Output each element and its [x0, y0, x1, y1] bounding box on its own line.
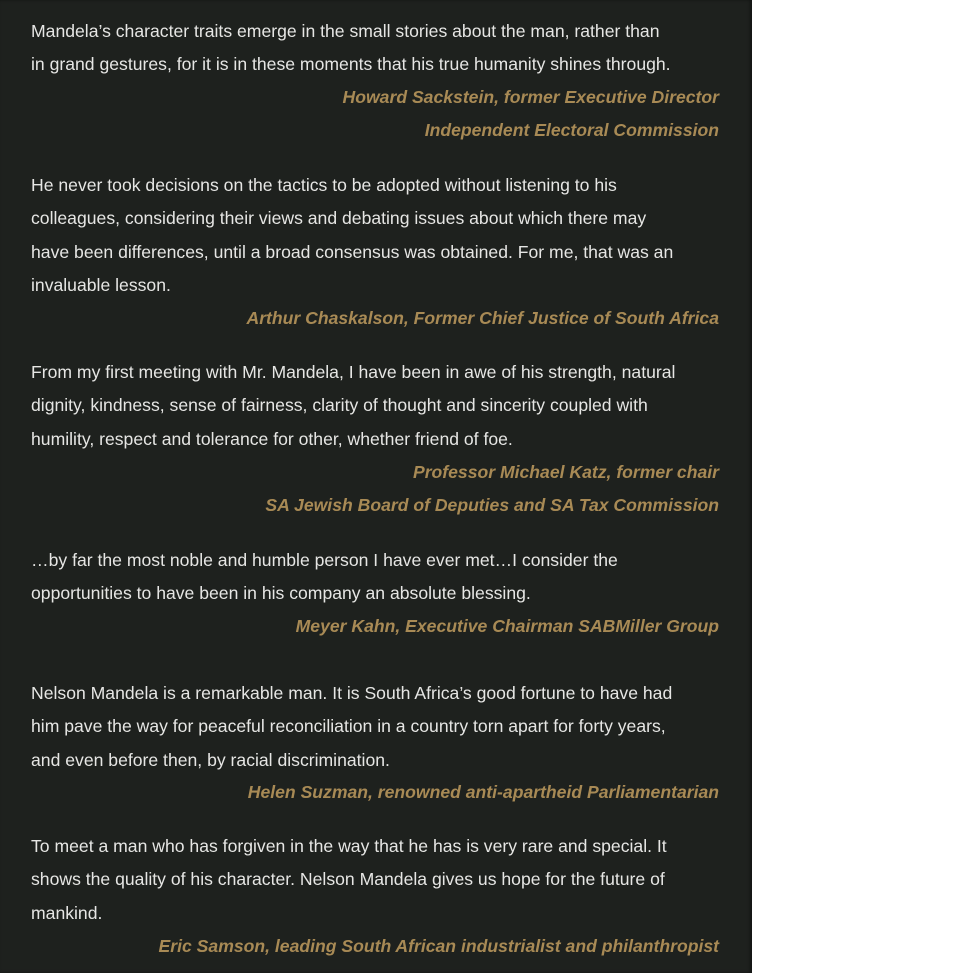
quote-line: invaluable lesson.: [31, 274, 171, 295]
attribution-line: Arthur Chaskalson, Former Chief Justice of South Africa: [246, 308, 719, 328]
quote-line: shows the quality of his character. Nelson Mandela gives us hope for the future of: [31, 869, 665, 890]
attribution-line: Helen Suzman, renowned anti-apartheid Parliamentarian: [247, 782, 719, 802]
quote-line: He never took decisions on the tactics to be adopted without listening to his: [31, 175, 617, 195]
attribution-line: SA Jewish Board of Deputies and SA Tax Commission: [265, 495, 719, 516]
testimonial-attribution: [248, 776, 719, 809]
testimonial-attribution: [265, 456, 719, 523]
testimonial-quote: [31, 15, 731, 82]
attribution-line: Professor Michael Katz, former chair: [412, 462, 719, 482]
testimonial-quote: [31, 677, 731, 777]
attribution-line: Meyer Kahn, Executive Chairman SABMiller Group: [295, 616, 719, 636]
quote-line: colleagues, considering their views and debating issues about which there may: [31, 208, 647, 229]
testimonial-quote: [31, 356, 731, 456]
quote-line: Mandela’s character traits emerge in the small stories about the man, rather than: [31, 21, 660, 41]
quote-line: dignity, kindness, sense of fairness, clarity of thought and sincerity coupled with: [31, 395, 648, 416]
quote-line: opportunities to have been in his company an absolute blessing.: [31, 583, 531, 604]
testimonial-attribution: [159, 930, 719, 963]
quote-line: have been differences, until a broad consensus was obtained. For me, that was an: [31, 241, 674, 262]
testimonial-quote: [31, 169, 731, 302]
quote-line: mankind.: [31, 902, 103, 923]
testimonial-attribution: [343, 81, 719, 148]
quote-line: To meet a man who has forgiven in the way that he has is very rare and special. It: [31, 836, 667, 856]
quote-line: Nelson Mandela is a remarkable man. It is South Africa’s good fortune to have had: [31, 683, 673, 703]
testimonial-attribution: [246, 302, 719, 335]
testimonial-quote: [31, 830, 731, 930]
testimonial-quote: [31, 544, 731, 611]
attribution-line: Eric Samson, leading South African industrialist and philanthropist: [158, 936, 719, 956]
attribution-line: Howard Sackstein, former Executive Director: [342, 87, 719, 107]
quote-line: him pave the way for peaceful reconciliation in a country torn apart for forty years,: [31, 716, 666, 737]
quote-line: From my first meeting with Mr. Mandela, I have been in awe of his strength, natural: [31, 362, 676, 382]
quote-line: humility, respect and tolerance for other, whether friend of foe.: [31, 428, 513, 449]
testimonial-attribution: [296, 610, 719, 643]
quote-line: …by far the most noble and humble person I have ever met…I consider the: [31, 550, 618, 570]
quote-line: and even before then, by racial discrimination.: [31, 749, 390, 770]
quote-line: in grand gestures, for it is in these moments that his true humanity shines through.: [31, 54, 671, 75]
attribution-line: Independent Electoral Commission: [424, 120, 719, 141]
